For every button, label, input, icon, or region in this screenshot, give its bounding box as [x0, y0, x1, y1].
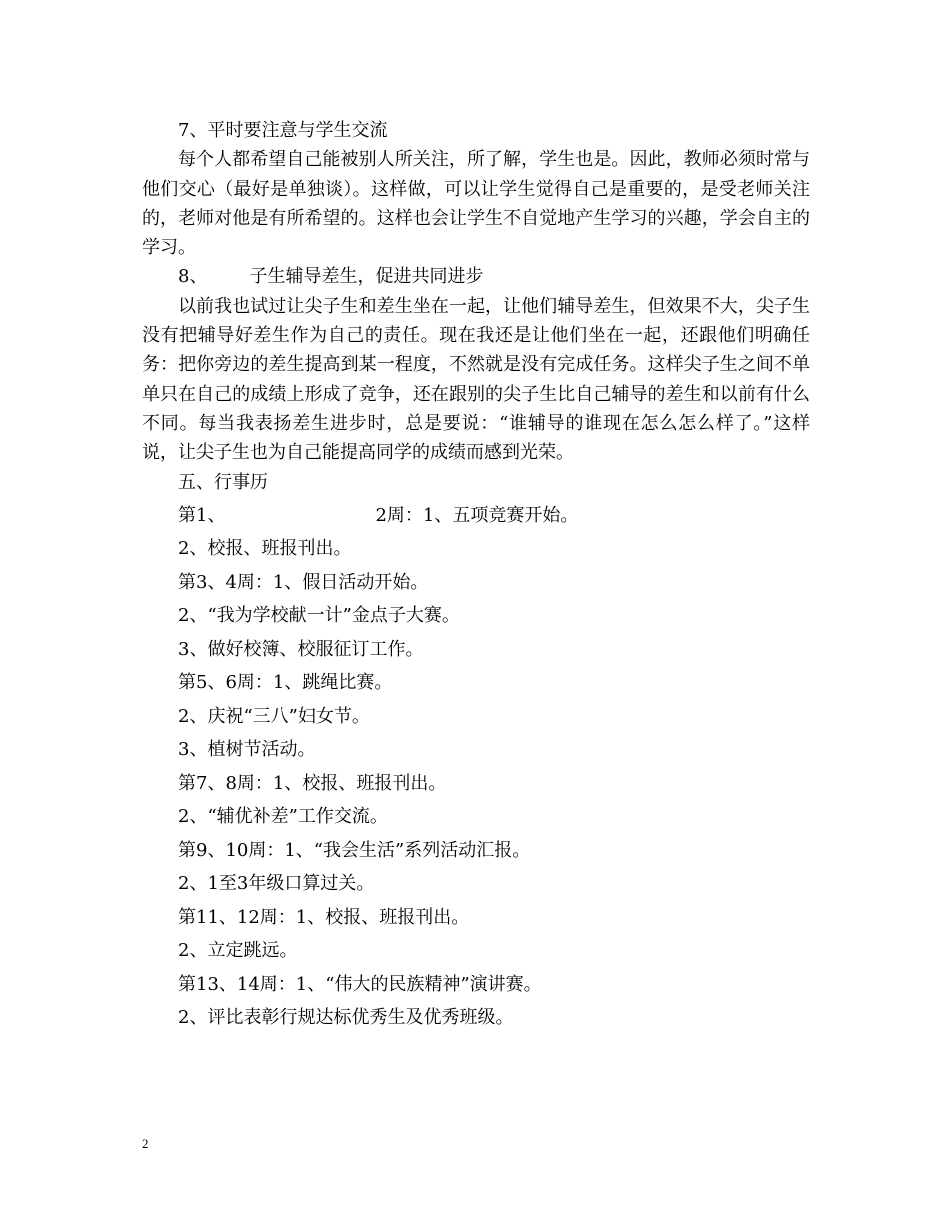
schedule-line: 第7、8周：1、校报、班报刊出。	[178, 772, 447, 794]
schedule-line: 第13、14周：1、“伟大的民族精神”演讲赛。	[178, 973, 542, 995]
schedule-title: 五、行事历	[178, 471, 268, 493]
document-body	[142, 116, 810, 1035]
schedule-line: 2、“我为学校献一计”金点子大赛。	[178, 605, 460, 627]
schedule-week-item: 2周：1、五项竞赛开始。	[375, 504, 579, 526]
schedule-line: 2、“辅优补差”工作交流。	[178, 806, 388, 828]
page-number: 2	[142, 1136, 149, 1151]
schedule-line: 2、立定跳远。	[178, 940, 298, 962]
section-8-heading-text: 子生辅导差生，促进共同进步	[249, 266, 484, 288]
schedule-line: 3、植树节活动。	[178, 739, 316, 761]
schedule-list	[142, 499, 810, 1035]
section-7-paragraph: 每个人都希望自己能被别人所关注，所了解，学生也是。因此，教师必须时常与他们交心（最好是单独谈）。这样做，可以让学生觉得自己是重要的，是受老师关注的，老师对他是有所希望的。这样也会让学生不自觉地产生学习的兴趣，学会自主的学习。	[142, 149, 810, 259]
schedule-line: 第11、12周：1、校报、班报刊出。	[178, 906, 470, 928]
section-8-paragraph: 以前我也试过让尖子生和差生坐在一起，让他们辅导差生，但效果不大，尖子生没有把辅导好差生作为自己的责任。现在我还是让他们坐在一起，还跟他们明确任务：把你旁边的差生提高到某一程度，不然就是没有完成任务。这样尖子生之间不单单只在自己的成绩上形成了竞争，还在跟别的尖子生比自己辅导的差生和以前有什么不同。每当我表扬差生进步时，总是要说：“谁辅导的谁现在怎么怎么样了。”这样说，让尖子生也为自己能提高同学的成绩而感到光荣。	[142, 295, 810, 464]
section-8-heading	[142, 262, 810, 291]
schedule-line: 2、庆祝“三八”妇女节。	[178, 705, 370, 727]
schedule-line: 第5、6周：1、跳绳比赛。	[178, 672, 393, 694]
schedule-line: 2、校报、班报刊出。	[178, 538, 352, 560]
schedule-line	[142, 499, 810, 533]
schedule-line: 2、评比表彰行规达标优秀生及优秀班级。	[178, 1007, 514, 1029]
schedule-week-prefix: 第1、	[178, 504, 226, 526]
schedule-line: 第9、10周：1、“我会生活”系列活动汇报。	[178, 839, 531, 861]
section-8-number: 8、	[178, 266, 208, 288]
schedule-line: 第3、4周：1、假日活动开始。	[178, 571, 429, 593]
section-7-heading: 7、平时要注意与学生交流	[178, 120, 388, 141]
schedule-line: 3、做好校簿、校服征订工作。	[178, 638, 424, 660]
schedule-line: 2、1至3年级口算过关。	[178, 873, 375, 895]
